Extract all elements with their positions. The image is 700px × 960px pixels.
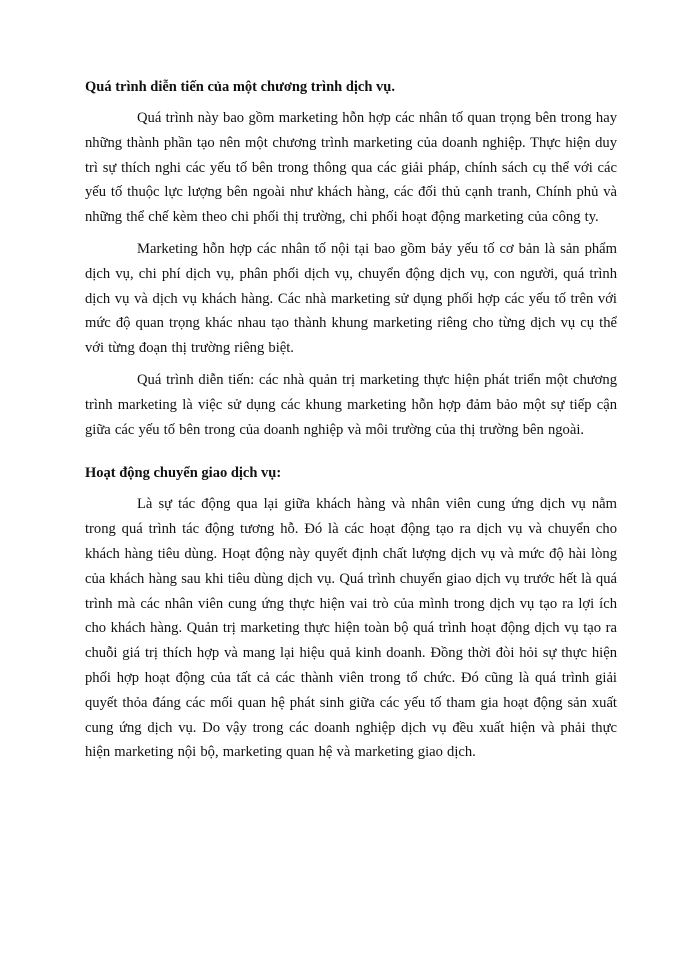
paragraph: Quá trình diễn tiến: các nhà quản trị marketing thực hiện phát triển một chương trình marketing là việc sử dụng các khung marketing hỗn hợp đảm bảo một sự tiếp cận giữa các yếu tố bên trong của doanh nghiệp và môi trường của thị trường bên ngoài. (85, 371, 617, 438)
section-service-delivery (85, 462, 617, 765)
paragraph: Quá trình này bao gồm marketing hỗn hợp các nhân tố quan trọng bên trong hay những thành phần tạo nên một chương trình marketing của doanh nghiệp. Thực hiện duy trì sự thích nghi các yếu tố bên trong thông qua các giải pháp, chính sách cụ thể với các yếu tố thuộc lực lượng bên ngoài như khách hàng, các đối thủ cạnh tranh, Chính phủ và những thể chế kèm theo chi phối thị trường, chi phối hoạt động marketing của công ty. (85, 110, 617, 226)
paragraph: Là sự tác động qua lại giữa khách hàng và nhân viên cung ứng dịch vụ nằm trong quá trình tác động tương hỗ. Đó là các hoạt động tạo ra dịch vụ và chuyển cho khách hàng tiêu dùng. Hoạt động này quyết định chất lượng dịch vụ và mức độ hài lòng của khách hàng sau khi tiêu dùng dịch vụ. Quá trình chuyển giao dịch vụ trước hết là quá trình mà các nhân viên cung ứng thực hiện vai trò của mình trong dịch vụ tạo ra lợi ích cho khách hàng. Quản trị marketing thực hiện toàn bộ quá trình hoạt động dịch vụ tạo ra chuỗi giá trị thích hợp và mang lại hiệu quả kinh doanh. Đồng thời đòi hỏi sự thực hiện phối hợp hoạt động của tất cả các thành viên trong tổ chức. Đó cũng là quá trình giải quyết thỏa đáng các mối quan hệ phát sinh giữa các yếu tố tham gia hoạt động sản xuất cung ứng dịch vụ. Do vậy trong các doanh nghiệp dịch vụ đều xuất hiện và phải thực hiện marketing nội bộ, marketing quan hệ và marketing giao dịch. (85, 496, 617, 761)
section-service-program-evolution (85, 76, 617, 442)
paragraph: Marketing hỗn hợp các nhân tố nội tại bao gồm bảy yếu tố cơ bản là sản phẩm dịch vụ, chi phí dịch vụ, phân phối dịch vụ, chuyển động dịch vụ, con người, quá trình dịch vụ và dịch vụ khách hàng. Các nhà marketing sử dụng phối hợp các yếu tố trên với mức độ quan trọng khác nhau tạo thành khung marketing riêng cho từng dịch vụ cụ thể với từng đoạn thị trường riêng biệt. (85, 240, 617, 357)
section-heading: Quá trình diễn tiến của một chương trình dịch vụ. (85, 79, 395, 95)
section-heading: Hoạt động chuyển giao dịch vụ: (85, 465, 282, 482)
page-content (85, 76, 617, 772)
